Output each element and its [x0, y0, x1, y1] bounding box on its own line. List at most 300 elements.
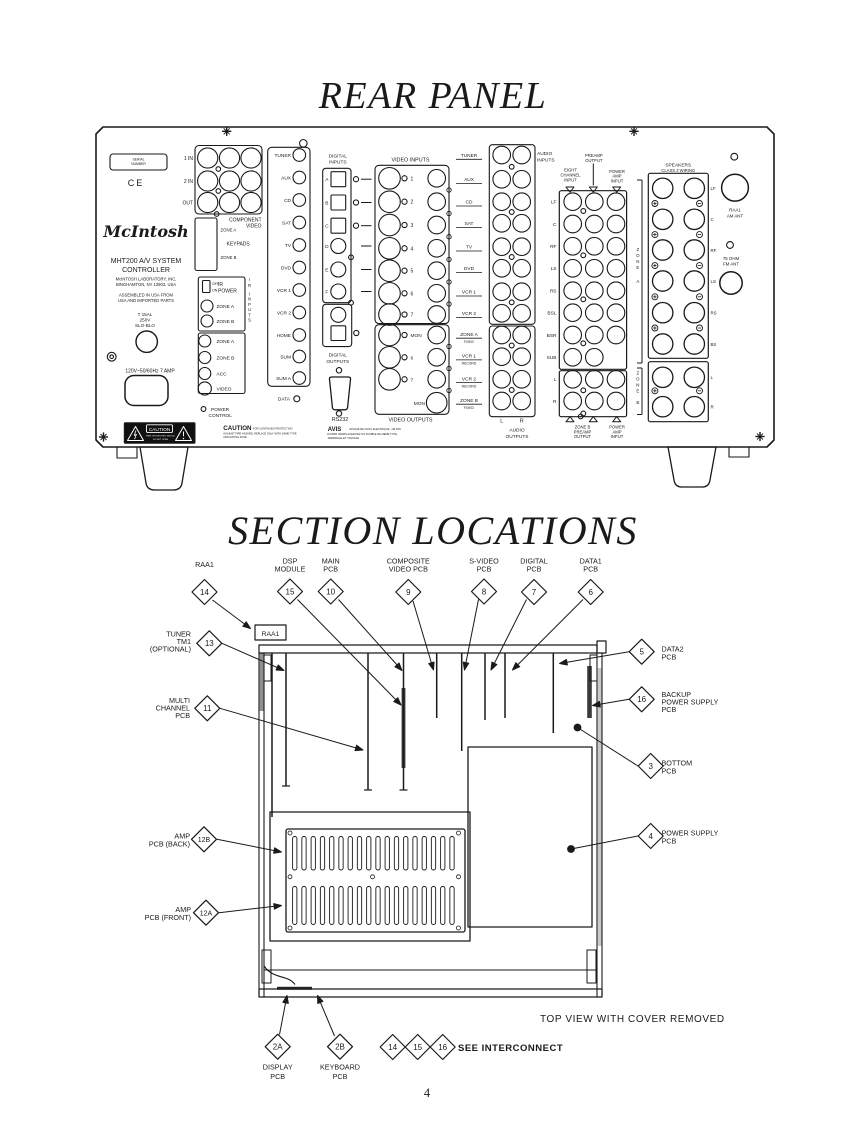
rca-jack: [564, 193, 582, 211]
heatsink-fin: [330, 837, 334, 871]
minijack: [293, 329, 306, 342]
heatsink-screw: [457, 875, 461, 879]
bnc-jack: [379, 324, 401, 346]
video-input-number: 2: [410, 199, 414, 206]
heatsink-fin: [357, 887, 361, 925]
rs232-label: RS232: [331, 417, 349, 423]
minijack: [293, 372, 306, 385]
toslink-jack: [331, 195, 346, 210]
index-hole: [581, 297, 586, 302]
heatsink-fin: [450, 887, 454, 925]
rca-jack: [428, 326, 446, 344]
screw: [107, 352, 116, 361]
index-hole: [402, 268, 407, 273]
callout-number: 14: [388, 1042, 398, 1052]
corner-bracket: [587, 950, 596, 983]
callout-number: 2B: [335, 1042, 345, 1052]
assembled-label: ASSEMBLED IN USA FROM: [119, 292, 173, 298]
rca-jack: [564, 304, 582, 322]
chassis-front-rail: [259, 989, 602, 997]
index-hole: [581, 341, 586, 346]
rca-jack: [513, 193, 531, 211]
pointer-dot: [568, 846, 575, 853]
coax-jack: [331, 262, 346, 277]
heatsink-fin: [348, 837, 352, 871]
heatsink-fin: [311, 887, 315, 925]
heatsink-fin: [320, 837, 324, 871]
callout-label: MODULE: [274, 564, 306, 574]
audio-output-label: VCR 2: [461, 377, 477, 383]
caution-label-line: RISK OF ELECTRIC SHOCK: [146, 435, 175, 438]
heatsink-fin: [385, 837, 389, 871]
video-input-number: 4: [410, 246, 414, 253]
keypads-zone-a-label: ZONE A: [220, 227, 237, 233]
rca-jack: [493, 260, 511, 278]
rca-jack: [586, 371, 604, 389]
rca-jack: [586, 260, 604, 278]
callout-line: [222, 643, 284, 670]
toslink-jack: [331, 172, 346, 187]
callout-number: 10: [326, 587, 336, 597]
arrowhead: [243, 622, 251, 629]
heatsink-fin: [339, 837, 343, 871]
audio-inputs-caption: INPUTS: [537, 158, 555, 164]
data-port-label: VCR 2: [276, 311, 291, 317]
arrow-triangle: [613, 187, 621, 192]
callout-label: S-VIDEO: [469, 556, 499, 566]
avis-word: AVIS: [327, 427, 342, 433]
screw: [110, 355, 114, 359]
rear-panel-title: REAR PANEL: [318, 75, 548, 117]
callout-label: COMPOSITE: [386, 556, 430, 566]
callout-number: 3: [648, 761, 653, 771]
arrowhead: [429, 662, 434, 670]
power-amp-input-caption: POWER: [609, 424, 625, 430]
callout-label: PCB: [661, 652, 677, 662]
digital-inputs-caption: INPUTS: [329, 160, 347, 166]
zone-b-vertical-label: E: [636, 388, 640, 394]
callout-number: 16: [637, 695, 647, 705]
rs232-connector: [329, 377, 350, 410]
audio-output-sublabel: RECORD: [461, 361, 477, 366]
audio-source-label: SAT: [464, 222, 474, 228]
zone-a-vertical-label: O: [636, 253, 640, 258]
rca-jack: [198, 148, 218, 168]
callout-label: PCB: [323, 564, 339, 574]
minijack: [293, 216, 306, 229]
zone-a-vertical-label: E: [636, 265, 640, 270]
speaker-channel-label: RS: [710, 310, 717, 316]
callout-label: PCB: [175, 711, 190, 720]
heatsink-fin: [422, 837, 426, 871]
speaker-channel-label: L: [710, 375, 713, 381]
callout-number: 14: [200, 587, 209, 597]
audio-source-label: TV: [465, 245, 473, 251]
rca-jack: [428, 262, 446, 280]
rca-jack: [513, 238, 531, 256]
minijack: [293, 284, 306, 297]
ir-power-switch: [203, 281, 211, 293]
avis-line: OUVRIR. REMPLACER PAR UN FUSIBLE DE MEME TYPE,: [327, 432, 398, 436]
rear-panel-outline: [96, 127, 774, 447]
heatsink-fin: [441, 887, 445, 925]
caution-label-title: CAUTION: [148, 427, 171, 433]
power-amp-input-caption: AMP: [612, 429, 622, 435]
heatsink-fin: [348, 887, 352, 925]
ir-inputs-vertical-label: R: [247, 283, 252, 288]
callout-number: 11: [203, 704, 212, 714]
switch-on-label: ON: [212, 288, 218, 293]
heatsink-fin: [385, 887, 389, 925]
callout-label: PCB (BACK): [148, 839, 190, 849]
channel-label: RS: [549, 289, 557, 295]
ir-jack-label: ZONE A: [216, 305, 235, 310]
eight-channel-input-caption: CHANNEL: [560, 172, 581, 178]
serial-number-label: NUMBER: [131, 162, 146, 166]
index-hole: [509, 210, 514, 215]
video-input-number: 5: [410, 268, 414, 275]
heatsink-fin: [376, 887, 380, 925]
toslink-jack: [331, 218, 346, 233]
heatsink-fin: [404, 837, 408, 871]
arrow-triangle: [566, 417, 574, 422]
component-video-group: [195, 146, 262, 215]
callout-label: PCB: [270, 1072, 286, 1081]
heatsink-screw: [457, 831, 461, 835]
fuse-rating-label: 250V: [139, 317, 151, 323]
rca-jack: [513, 171, 531, 189]
power-amp-input-caption: AMP: [612, 173, 622, 179]
speakers-caption: SPEAKERS: [665, 163, 692, 169]
model-label: CONTROLLER: [122, 267, 170, 274]
rca-jack: [586, 215, 604, 233]
callout-number: 5: [639, 647, 644, 657]
channel-label: RF: [550, 245, 557, 251]
audio-source-label: VCR 1: [461, 290, 477, 296]
toslink-jack: [331, 326, 346, 341]
speaker-terminal: [653, 334, 673, 354]
callout-label: CHANNEL: [155, 703, 190, 713]
mcintosh-logo: McIntosh: [103, 222, 189, 241]
callout-label: DIGITAL: [520, 556, 548, 566]
zone-b-vertical-label: Z: [636, 370, 640, 376]
index-hole: [216, 189, 221, 194]
heatsink-fin: [413, 887, 417, 925]
exclamation-icon: [183, 438, 184, 439]
callout-label: PCB: [476, 564, 492, 574]
callout-number: 15: [285, 587, 295, 597]
callout-number: 16: [438, 1042, 448, 1052]
index-hole: [509, 388, 514, 393]
rca-jack: [219, 148, 239, 168]
callout-label: PCB: [332, 1072, 348, 1081]
index-hole: [581, 209, 586, 214]
rca-jack: [564, 392, 582, 410]
rca-jack: [241, 192, 261, 212]
data-port-label: AUX: [281, 176, 291, 182]
zone-b-preamp-output-caption: ZONE B: [574, 424, 591, 430]
ir-inputs-vertical-label: I: [248, 277, 251, 282]
ir-inputs-vertical-label: N: [247, 296, 252, 302]
zone-b-vertical-label: B: [636, 400, 640, 405]
fuse-holder: [136, 331, 157, 352]
speaker-terminal: [684, 271, 704, 291]
index-hole: [509, 164, 514, 169]
callout-label: AMP: [174, 831, 190, 841]
heatsink-fin: [293, 837, 297, 871]
video-output-number: MON: [413, 401, 425, 407]
index-hole: [402, 199, 407, 204]
heatsink-fin: [441, 837, 445, 871]
switch-off-label: OFF: [212, 282, 220, 286]
assembled-label: USA AND IMPORTED PARTS: [117, 298, 175, 303]
rca-jack: [564, 349, 582, 367]
foot-step: [729, 447, 749, 457]
heatsink-fin: [376, 837, 380, 871]
audio-output-sublabel: FIXED: [464, 406, 474, 410]
index-hole: [509, 300, 514, 305]
callout-label: BOTTOM: [661, 758, 693, 768]
arrowhead: [593, 701, 601, 707]
rca-jack: [513, 305, 531, 323]
callout-label: TM1: [176, 637, 191, 646]
heatsink-fin: [339, 887, 343, 925]
rca-jack: [513, 392, 531, 410]
power-control-jack-label: ZONE A: [216, 340, 235, 345]
callout-label: RAA1: [195, 560, 214, 569]
channel-label: C: [553, 222, 557, 228]
channel-label: SUB: [546, 356, 557, 362]
rca-jack: [513, 260, 531, 278]
heatsink-fin: [367, 887, 371, 925]
callout-label: MULTI: [168, 696, 190, 705]
rca-jack: [219, 192, 239, 212]
speaker-terminal: [653, 240, 673, 260]
minijack: [293, 171, 306, 184]
arrowhead: [276, 665, 284, 671]
rca-jack: [607, 392, 625, 410]
data-port-label: HOME: [276, 333, 291, 339]
minijack: [293, 239, 306, 252]
ir-inputs-vertical-label: U: [247, 307, 252, 313]
audio-output-label: VCR 1: [461, 354, 477, 360]
power-control-jack-label: VIDEO: [216, 387, 232, 393]
fm-antenna-jack: [720, 272, 742, 294]
minijack: [199, 368, 211, 380]
power-control-caption: CONTROL: [208, 413, 232, 419]
heatsink-screw: [288, 926, 292, 930]
serial-number-label: SERIAL: [132, 157, 145, 162]
screw-hole: [336, 368, 341, 373]
caution-label-line: DO NOT OPEN: [152, 439, 169, 441]
bnc-jack: [379, 369, 401, 391]
minijack: [293, 261, 306, 274]
zone-a-vertical-label: Z: [636, 247, 640, 252]
minijack: [199, 335, 211, 347]
audio-output-label: ZONE B: [460, 399, 478, 404]
power-amp-input-caption: POWER: [609, 169, 625, 174]
channel-label: LF: [550, 200, 557, 206]
eight-channel-group: [559, 191, 626, 370]
arrow-triangle: [589, 187, 597, 192]
hole: [300, 140, 308, 148]
zone-a-vertical-label: A: [636, 279, 640, 284]
speaker-channel-label: RF: [710, 247, 717, 253]
coax-jack: [331, 239, 346, 254]
index-hole: [581, 388, 586, 393]
ir-inputs-vertical-label: S: [248, 317, 251, 323]
video-input-number: 6: [410, 291, 414, 298]
heatsink-fin: [413, 837, 417, 871]
index-hole: [353, 200, 358, 205]
section-locations-diagram: [145, 557, 719, 1082]
caution-en-line: AGAINST FIRE HAZARD, REPLACE ONLY WITH SAME TYPE: [223, 432, 297, 436]
index-hole: [402, 176, 407, 181]
minijack: [294, 396, 300, 402]
callout-label: PCB: [526, 564, 542, 574]
speaker-channel-label: LF: [710, 186, 716, 192]
speaker-terminal: [684, 397, 704, 417]
speaker-channel-label: C: [710, 217, 714, 223]
heatsink-fin: [394, 837, 398, 871]
index-hole: [402, 355, 407, 360]
rca-jack: [564, 238, 582, 256]
rca-jack: [586, 326, 604, 344]
arrowhead: [274, 848, 282, 853]
video-outputs-caption: VIDEO OUTPUTS: [388, 417, 433, 424]
index-hole: [353, 223, 358, 228]
data-port-label: SAT: [282, 221, 291, 227]
index-hole: [509, 343, 514, 348]
rca-jack: [607, 215, 625, 233]
arrow-triangle: [613, 417, 621, 422]
audio-output-sublabel: RECORD: [461, 384, 477, 389]
rca-jack: [564, 215, 582, 233]
digital-outputs-caption: DIGITAL: [328, 353, 347, 359]
pointer-dot: [574, 724, 581, 731]
audio-output-sublabel: FIXED: [464, 340, 474, 344]
rca-jack: [428, 216, 446, 234]
bnc-jack: [426, 392, 447, 413]
avis-line: RISQUE DE CHOC ELECTRIQUE . NE PAS: [349, 427, 401, 431]
callout-line: [217, 839, 282, 852]
index-hole: [581, 411, 586, 416]
power-control-jack-label: ZONE B: [216, 356, 235, 362]
arrowhead: [355, 745, 363, 750]
arrow-triangle: [589, 417, 597, 422]
video-output-number: 7: [410, 378, 414, 384]
audio-outputs-caption: AUDIO: [509, 428, 525, 434]
digital-outputs-caption: OUTPUTS: [326, 359, 350, 365]
rca-jack: [219, 171, 239, 191]
callout-label: BACKUP: [661, 690, 692, 699]
fuse-rating-label: T 15AL: [137, 312, 153, 317]
speaker-terminal: [684, 334, 704, 354]
see-interconnect-label: SEE INTERCONNECT: [458, 1043, 564, 1054]
amp-enclosure: [270, 812, 470, 941]
rca-jack: [607, 238, 625, 256]
channel-label: R: [553, 399, 557, 405]
data-port-label: VCR 1: [276, 288, 291, 294]
rca-jack: [586, 304, 604, 322]
bnc-jack: [379, 283, 401, 305]
rca-jack: [564, 282, 582, 300]
preamp-output-caption: OUTPUT: [585, 158, 603, 163]
corner-bracket: [264, 655, 271, 681]
rca-jack: [513, 348, 531, 366]
callout-label: TUNER: [166, 629, 191, 639]
component-video-row-label: 1 IN: [183, 155, 193, 162]
rca-jack: [241, 148, 261, 168]
eight-channel-input-caption: INPUT: [564, 177, 577, 183]
heatsink-screw: [288, 831, 292, 835]
speaker-terminal: [684, 178, 704, 198]
minijack: [293, 350, 306, 363]
rca-jack: [428, 193, 446, 211]
fm-antenna-label: 75 OHM: [722, 255, 740, 261]
corner-bracket: [262, 950, 271, 983]
callout-line: [413, 601, 434, 670]
index-hole: [509, 255, 514, 260]
data-port-label: CD: [284, 198, 291, 204]
rca-jack: [564, 371, 582, 389]
rca-jack: [586, 392, 604, 410]
digital-inputs-caption: DIGITAL: [328, 154, 347, 160]
index-hole: [402, 246, 407, 251]
pcb-strip: [598, 668, 602, 946]
keypads-caption: KEYPADS: [226, 241, 250, 248]
data-port-label: SUM A: [276, 376, 291, 382]
rca-jack: [513, 146, 531, 164]
page-number: 4: [423, 1086, 431, 1100]
rca-jack: [564, 260, 582, 278]
am-antenna-jack: [722, 174, 749, 201]
audio-l-label: L: [500, 418, 504, 425]
data-port-label: TUNER: [274, 153, 291, 159]
audio-inputs-caption: AUDIO: [537, 152, 553, 157]
bnc-jack: [379, 191, 401, 213]
fuse-rating-label: SLO-BLO: [135, 323, 155, 328]
callout-label: POWER SUPPLY: [661, 697, 719, 707]
power-amp-input-caption: INPUT: [610, 434, 624, 440]
speaker-terminal: [653, 367, 673, 387]
bnc-jack: [379, 214, 401, 236]
ir-power-caption: POWER: [218, 288, 237, 295]
screw-hole: [336, 411, 341, 416]
rca-jack: [493, 392, 511, 410]
callout-line: [571, 836, 638, 849]
rca-jack: [513, 371, 531, 389]
video-input-number: 3: [410, 223, 414, 229]
zone-b-vertical-label: O: [636, 376, 640, 382]
digital-jack-letter: A: [325, 178, 329, 184]
rca-jack: [428, 170, 446, 188]
callout-label: AMP: [175, 905, 191, 914]
rca-jack: [428, 371, 446, 389]
speaker-terminal: [684, 209, 704, 229]
callout-line: [465, 600, 479, 671]
index-hole: [402, 332, 407, 337]
rca-jack: [607, 326, 625, 344]
callout-line: [219, 906, 282, 913]
am-antenna-label: RAA1: [729, 207, 741, 213]
speaker-terminal: [684, 240, 704, 260]
rca-jack: [513, 283, 531, 301]
caution-en-word: CAUTION: [223, 425, 252, 432]
callout-line: [220, 708, 363, 750]
minijack: [293, 149, 306, 162]
callout-label: PCB: [661, 836, 677, 846]
